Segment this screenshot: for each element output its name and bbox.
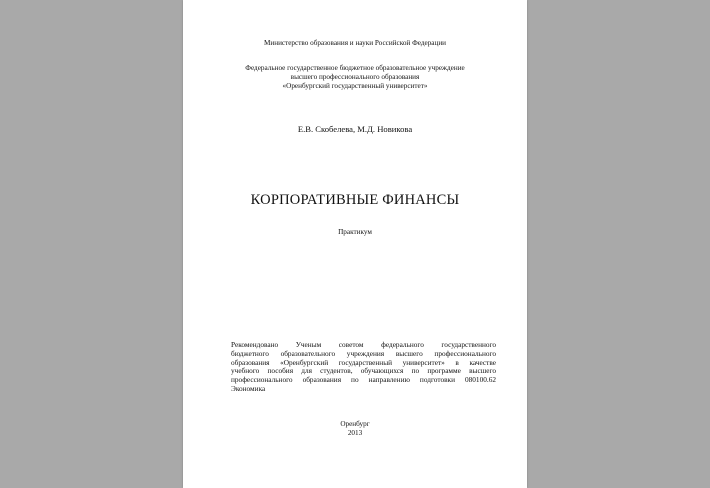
recommendation-paragraph — [231, 341, 496, 394]
imprint-year: 2013 — [347, 429, 363, 437]
institution-line: «Оренбургский государственный университет» — [282, 82, 428, 90]
recommendation-line: Рекомендовано Ученым советом федерального государственного — [231, 340, 496, 349]
institution-line: высшего профессионального образования — [290, 73, 420, 81]
recommendation-line: образования «Оренбургский государственный университет» в качестве — [231, 357, 496, 367]
imprint-city: Оренбург — [340, 420, 370, 428]
document-subtitle: Практикум — [338, 228, 372, 236]
recommendation-line: профессионального образования по направлению подготовки 080100.62 — [231, 375, 496, 385]
document-title: КОРПОРАТИВНЫЕ ФИНАНСЫ — [250, 192, 460, 208]
imprint — [183, 420, 527, 438]
recommendation-line: бюджетного образовательного учреждения высшего профессионального — [231, 348, 496, 358]
recommendation-line: учебного пособия для студентов, обучающихся по программе высшего — [231, 366, 496, 376]
document-page[interactable] — [183, 0, 527, 488]
ministry-line: Министерство образования и науки Российской Федерации — [263, 39, 447, 47]
recommendation-line: Экономика — [231, 383, 266, 393]
institution-line: Федеральное государственное бюджетное образовательное учреждение — [245, 64, 465, 72]
authors: Е.В. Скобелева, М.Д. Новикова — [297, 124, 413, 134]
institution-block — [183, 64, 527, 91]
